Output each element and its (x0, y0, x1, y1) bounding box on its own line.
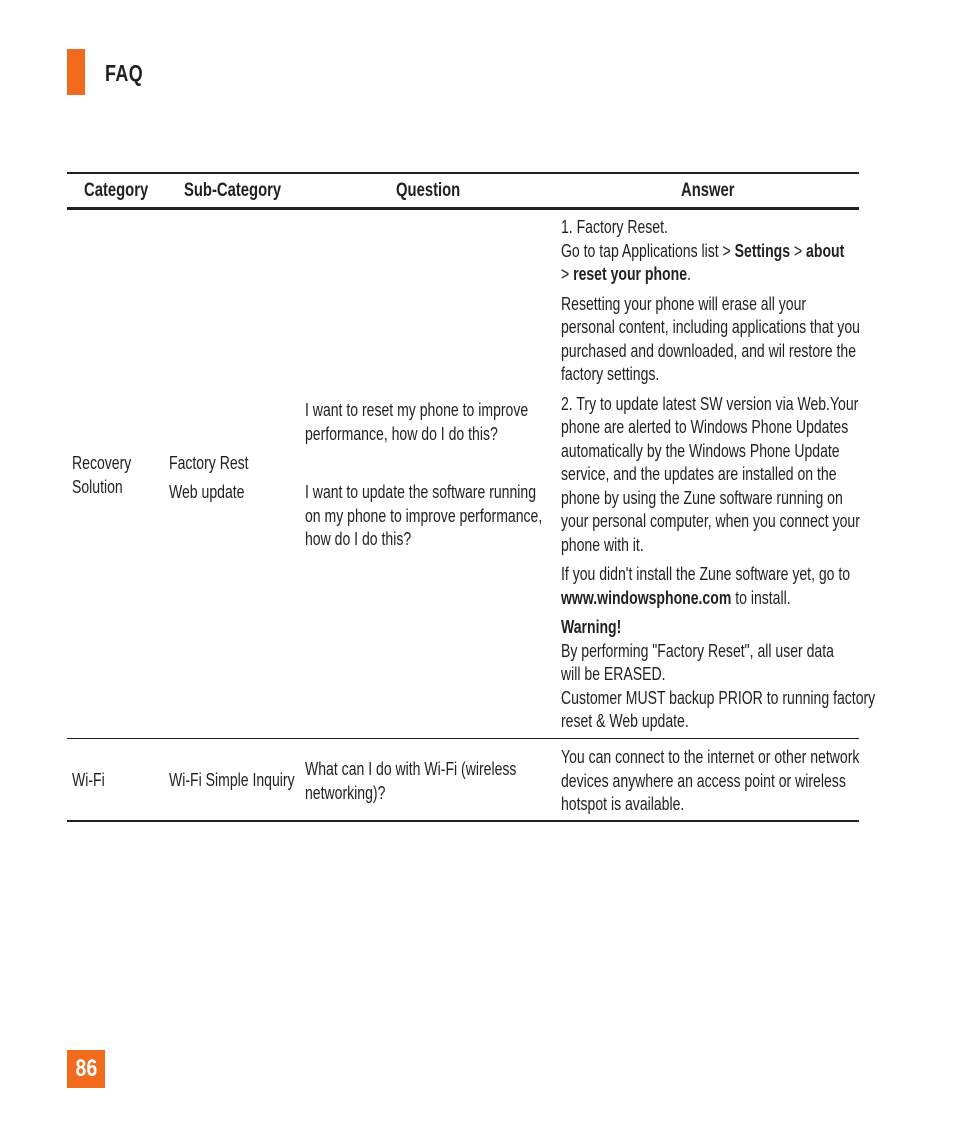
column-header-category: Category (84, 180, 149, 201)
table-top-rule (67, 172, 859, 174)
row1-questions (305, 399, 542, 552)
row1-answer: 1. Factory Reset. Go to tap Applications list > Settings > about > reset your phone. Resetting your phone will erase all your personal content, including applications that you purchased and downloaded, and wil restore the factory settings. 2. Try to update latest SW version via Web.Your phone are alerted to Windows Phone Updates automatically by the Windows Phone Update service, and the updates are installed on the phone by using the Zune software running on your personal computer, when you connect your phone with it. If you didn't install the Zune software yet, go to www.windowsphone.com to install. Warning! By performing "Factory Reset", all user data will be ERASED. Customer MUST backup PRIOR to running factory reset & Web update. (561, 217, 876, 731)
column-header-answer: Answer (681, 180, 735, 201)
table-header-rule (67, 207, 859, 210)
reset-phone-label: reset your phone (573, 264, 688, 284)
row2-category: Wi-Fi (72, 770, 105, 790)
about-label: about (806, 240, 845, 261)
question-update: I want to update the software running on my phone to improve performance, how do I do this? (305, 482, 543, 549)
settings-label: Settings (734, 240, 791, 261)
header-accent-bar (67, 49, 85, 95)
column-header-question: Question (396, 180, 461, 201)
page-number: 86 (75, 1055, 97, 1082)
row1-subcategory: Factory Rest Web update (169, 453, 249, 502)
page-title: FAQ (105, 60, 144, 86)
page-number-badge (67, 1050, 105, 1088)
row2-answer: You can connect to the internet or other network devices anywhere an access point or wireless hotspot is available. (561, 747, 860, 814)
question-reset: I want to reset my phone to improve performance, how do I do this? (305, 400, 529, 444)
row2-question: What can I do with Wi-Fi (wireless networking)? (305, 759, 517, 803)
row1-category: Recovery Solution (72, 453, 132, 497)
windowsphone-link: www.windowsphone.com (561, 587, 732, 608)
table-bottom-rule (67, 820, 859, 822)
column-header-subcategory: Sub-Category (184, 180, 282, 201)
row2-subcategory: Wi-Fi Simple Inquiry (169, 770, 295, 790)
table-row-divider (67, 738, 859, 739)
warning-label: Warning! (561, 617, 622, 637)
